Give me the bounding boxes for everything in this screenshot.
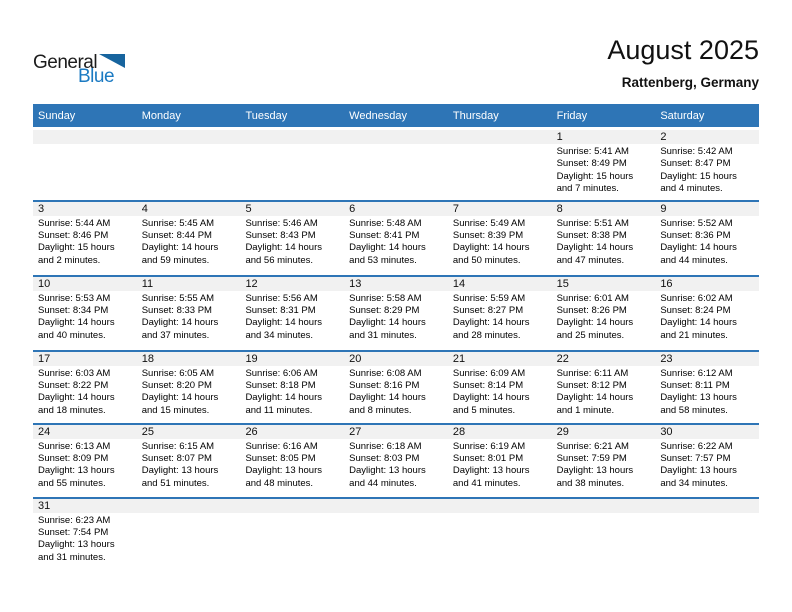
calendar-grid [33,104,759,587]
daylight-line: Daylight: 14 hours and 37 minutes. [141,317,219,341]
sunset-line: Sunset: 8:47 PM [660,158,731,170]
sunrise-line: Sunrise: 6:11 AM [556,367,629,379]
day-details [33,439,137,495]
day-cell-20 [344,352,448,423]
sunrise-line: Sunrise: 5:45 AM [141,217,215,229]
weekday-header-thursday: Thursday [452,109,499,122]
sunset-line: Sunset: 8:11 PM [660,380,730,392]
sunrise-line: Sunrise: 5:59 AM [452,292,526,304]
day-details [344,439,448,495]
day-cell-empty [240,499,344,587]
logo-text-general: General [33,52,98,73]
day-cell-13 [344,277,448,350]
weekday-header-monday: Monday [141,109,181,122]
day-cell-empty [344,130,448,200]
day-cell-16 [655,277,759,350]
sunrise-line: Sunrise: 5:42 AM [660,146,733,157]
week-row-6 [33,499,759,587]
day-number: 15 [552,277,656,291]
day-details [240,366,344,422]
day-cell-empty [33,130,137,200]
daylight-line: Daylight: 13 hours and 38 minutes. [556,465,634,489]
daylight-line: Daylight: 14 hours and 47 minutes. [556,242,634,266]
daylight-line: Daylight: 13 hours and 44 minutes. [349,465,426,489]
day-cell-empty [137,130,241,200]
sunrise-line: Sunrise: 5:51 AM [556,217,629,229]
day-cell-9 [655,202,759,275]
weekday-header-saturday: Saturday [660,109,705,122]
title-block [359,34,759,90]
sunset-line: Sunset: 8:03 PM [349,453,420,465]
sunset-line: Sunset: 8:26 PM [556,305,627,317]
daylight-line: Daylight: 15 hours and 4 minutes. [660,170,737,195]
daylight-line: Daylight: 14 hours and 59 minutes. [141,242,219,266]
sunset-line: Sunset: 8:20 PM [141,380,212,392]
day-details [655,291,759,347]
page-location: Rattenberg, Germany [621,75,759,90]
sunset-line: Sunset: 8:01 PM [452,453,524,465]
sunset-line: Sunset: 8:43 PM [245,230,316,242]
logo-text-blue: Blue [78,66,115,87]
sunset-line: Sunset: 8:36 PM [660,230,731,242]
day-details [240,216,344,272]
day-cell-1 [552,130,656,200]
day-number: 1 [552,130,656,144]
sunrise-line: Sunrise: 5:41 AM [556,146,629,157]
sunrise-line: Sunrise: 6:05 AM [141,367,215,379]
day-number: 16 [655,277,759,291]
day-band-empty [344,499,448,513]
day-number: 31 [33,499,137,513]
weekday-header-tuesday: Tuesday [245,109,288,122]
day-cell-12 [240,277,344,350]
sunset-line: Sunset: 8:16 PM [349,380,420,392]
sunset-line: Sunset: 8:18 PM [245,380,316,392]
day-cell-25 [137,425,241,497]
sunrise-line: Sunrise: 6:06 AM [245,367,318,379]
day-cell-empty [552,499,656,587]
day-cell-empty [344,499,448,587]
sunset-line: Sunset: 8:29 PM [349,305,420,317]
day-details [33,513,137,569]
daylight-line: Daylight: 14 hours and 1 minute. [556,392,634,416]
day-number: 19 [240,352,344,366]
day-number: 28 [448,425,552,439]
sunset-line: Sunset: 8:22 PM [38,380,109,392]
day-cell-2 [655,130,759,200]
day-cell-empty [240,130,344,200]
week-row-3 [33,277,759,352]
day-details [655,144,759,200]
day-cell-8 [552,202,656,275]
day-cell-18 [137,352,241,423]
daylight-line: Daylight: 14 hours and 31 minutes. [349,317,426,341]
day-number: 29 [552,425,656,439]
day-band-empty [240,130,344,144]
sunset-line: Sunset: 8:09 PM [38,453,109,465]
sunset-line: Sunset: 8:39 PM [452,230,524,242]
day-details [33,366,137,422]
day-number: 13 [344,277,448,291]
daylight-line: Daylight: 13 hours and 55 minutes. [38,465,115,489]
sunrise-line: Sunrise: 5:49 AM [452,217,526,229]
sunrise-line: Sunrise: 5:56 AM [245,292,318,304]
sunset-line: Sunset: 7:54 PM [38,527,109,539]
sunset-line: Sunset: 8:05 PM [245,453,316,465]
day-details [655,366,759,422]
day-number: 12 [240,277,344,291]
sunset-line: Sunset: 8:49 PM [556,158,627,170]
sunrise-line: Sunrise: 5:46 AM [245,217,318,229]
day-number: 27 [344,425,448,439]
day-band-empty [137,499,241,513]
sunrise-line: Sunrise: 6:12 AM [660,367,733,379]
sunset-line: Sunset: 8:24 PM [660,305,731,317]
day-number: 25 [137,425,241,439]
day-details [344,216,448,272]
day-number: 18 [137,352,241,366]
day-number: 20 [344,352,448,366]
day-number: 26 [240,425,344,439]
week-row-1 [33,130,759,202]
day-details [552,144,656,200]
week-row-5 [33,425,759,499]
day-cell-30 [655,425,759,497]
daylight-line: Daylight: 14 hours and 5 minutes. [452,392,530,416]
day-band-empty [655,499,759,513]
weekday-header-wednesday: Wednesday [349,109,408,122]
sunrise-line: Sunrise: 6:18 AM [349,440,422,452]
daylight-line: Daylight: 13 hours and 31 minutes. [38,539,115,563]
daylight-line: Daylight: 14 hours and 28 minutes. [452,317,530,341]
day-details [240,291,344,347]
day-band-empty [552,499,656,513]
day-number: 6 [344,202,448,216]
sunrise-line: Sunrise: 5:53 AM [38,292,111,304]
daylight-line: Daylight: 13 hours and 51 minutes. [141,465,219,489]
sunrise-line: Sunrise: 6:23 AM [38,514,111,526]
sunset-line: Sunset: 8:41 PM [349,230,420,242]
daylight-line: Daylight: 14 hours and 18 minutes. [38,392,115,416]
daylight-line: Daylight: 14 hours and 34 minutes. [245,317,323,341]
day-cell-14 [448,277,552,350]
sunrise-line: Sunrise: 6:03 AM [38,367,111,379]
day-details [137,439,241,495]
sunset-line: Sunset: 7:59 PM [556,453,627,465]
daylight-line: Daylight: 13 hours and 34 minutes. [660,465,737,489]
sunset-line: Sunset: 8:34 PM [38,305,109,317]
sunrise-line: Sunrise: 5:44 AM [38,217,111,229]
day-number: 3 [33,202,137,216]
sunrise-line: Sunrise: 5:55 AM [141,292,215,304]
day-cell-empty [448,499,552,587]
week-row-4 [33,352,759,425]
day-cell-17 [33,352,137,423]
day-details [448,216,552,272]
day-details [448,291,552,347]
sunrise-line: Sunrise: 5:48 AM [349,217,422,229]
sunrise-line: Sunrise: 6:01 AM [556,292,629,304]
day-number: 22 [552,352,656,366]
sunset-line: Sunset: 8:44 PM [141,230,212,242]
daylight-line: Daylight: 14 hours and 40 minutes. [38,317,115,341]
day-details [33,216,137,272]
sunrise-line: Sunrise: 6:08 AM [349,367,422,379]
day-number: 10 [33,277,137,291]
day-number: 30 [655,425,759,439]
sunrise-line: Sunrise: 6:02 AM [660,292,733,304]
day-cell-empty [655,499,759,587]
daylight-line: Daylight: 13 hours and 41 minutes. [452,465,530,489]
day-cell-6 [344,202,448,275]
day-band-empty [344,130,448,144]
weekday-header-row [33,104,759,127]
sunrise-line: Sunrise: 6:21 AM [556,440,629,452]
day-cell-11 [137,277,241,350]
day-cell-23 [655,352,759,423]
daylight-line: Daylight: 15 hours and 7 minutes. [556,170,634,195]
week-row-2 [33,202,759,277]
sunset-line: Sunset: 8:27 PM [452,305,524,317]
daylight-line: Daylight: 14 hours and 25 minutes. [556,317,634,341]
day-cell-empty [448,130,552,200]
sunrise-line: Sunrise: 6:15 AM [141,440,215,452]
day-number: 9 [655,202,759,216]
sunrise-line: Sunrise: 6:16 AM [245,440,318,452]
day-number: 2 [655,130,759,144]
day-details [655,439,759,495]
day-details [33,291,137,347]
day-cell-26 [240,425,344,497]
sunrise-line: Sunrise: 6:22 AM [660,440,733,452]
day-details [344,366,448,422]
day-number: 17 [33,352,137,366]
day-cell-15 [552,277,656,350]
day-details [552,216,656,272]
daylight-line: Daylight: 14 hours and 21 minutes. [660,317,737,341]
day-cell-22 [552,352,656,423]
weeks-container [33,130,759,587]
day-details [655,216,759,272]
day-details [137,366,241,422]
weekday-header-friday: Friday [556,109,588,122]
day-number: 11 [137,277,241,291]
day-band-empty [137,130,241,144]
sunset-line: Sunset: 8:38 PM [556,230,627,242]
day-number: 21 [448,352,552,366]
general-blue-logo [33,50,153,90]
daylight-line: Daylight: 14 hours and 8 minutes. [349,392,426,416]
day-cell-21 [448,352,552,423]
day-band-empty [448,499,552,513]
day-cell-3 [33,202,137,275]
day-cell-5 [240,202,344,275]
day-details [448,366,552,422]
daylight-line: Daylight: 14 hours and 11 minutes. [245,392,323,416]
day-cell-19 [240,352,344,423]
weekday-header-sunday: Sunday [38,109,76,122]
day-band-empty [448,130,552,144]
day-cell-10 [33,277,137,350]
day-number: 5 [240,202,344,216]
day-cell-24 [33,425,137,497]
daylight-line: Daylight: 14 hours and 53 minutes. [349,242,426,266]
sunrise-line: Sunrise: 6:19 AM [452,440,526,452]
day-number: 24 [33,425,137,439]
day-details [552,439,656,495]
day-number: 8 [552,202,656,216]
daylight-line: Daylight: 14 hours and 50 minutes. [452,242,530,266]
sunset-line: Sunset: 7:57 PM [660,453,731,465]
sunrise-line: Sunrise: 5:58 AM [349,292,422,304]
sunset-line: Sunset: 8:33 PM [141,305,212,317]
day-details [137,291,241,347]
sunset-line: Sunset: 8:14 PM [452,380,524,392]
day-number: 23 [655,352,759,366]
daylight-line: Daylight: 14 hours and 15 minutes. [141,392,219,416]
day-cell-27 [344,425,448,497]
daylight-line: Daylight: 14 hours and 44 minutes. [660,242,737,266]
daylight-line: Daylight: 15 hours and 2 minutes. [38,242,115,266]
day-details [448,439,552,495]
day-details [344,291,448,347]
sunset-line: Sunset: 8:46 PM [38,230,109,242]
day-cell-29 [552,425,656,497]
page-title: August 2025 [607,35,759,65]
day-band-empty [240,499,344,513]
day-number: 7 [448,202,552,216]
day-details [240,439,344,495]
day-cell-empty [137,499,241,587]
sunrise-line: Sunrise: 6:13 AM [38,440,111,452]
daylight-line: Daylight: 14 hours and 56 minutes. [245,242,323,266]
daylight-line: Daylight: 13 hours and 58 minutes. [660,392,737,416]
daylight-line: Daylight: 13 hours and 48 minutes. [245,465,323,489]
day-cell-28 [448,425,552,497]
sunset-line: Sunset: 8:07 PM [141,453,212,465]
sunrise-line: Sunrise: 6:09 AM [452,367,526,379]
sunset-line: Sunset: 8:31 PM [245,305,316,317]
day-cell-31 [33,499,137,587]
day-cell-4 [137,202,241,275]
sunset-line: Sunset: 8:12 PM [556,380,627,392]
day-band-empty [33,130,137,144]
day-details [552,291,656,347]
sunrise-line: Sunrise: 5:52 AM [660,217,733,229]
day-cell-7 [448,202,552,275]
day-details [137,216,241,272]
day-number: 14 [448,277,552,291]
day-number: 4 [137,202,241,216]
day-details [552,366,656,422]
